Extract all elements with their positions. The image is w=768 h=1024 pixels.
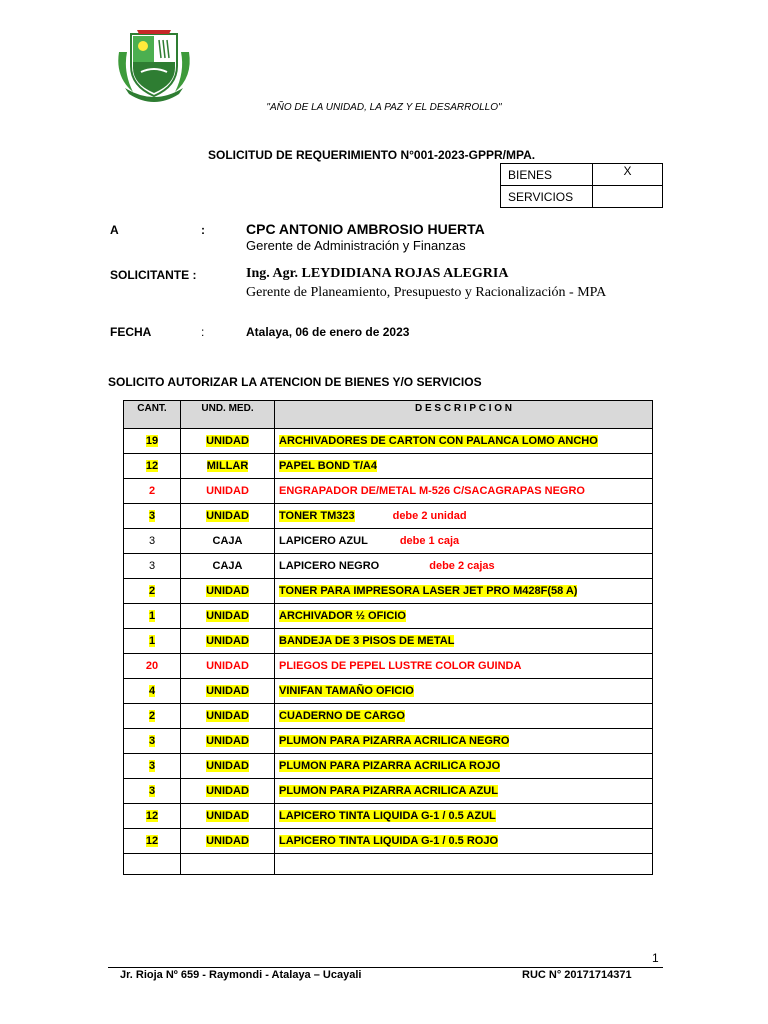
footer-divider [108, 967, 663, 968]
description-cell [275, 729, 653, 754]
item-description: LAPICERO AZUL [279, 535, 368, 547]
item-unit: CAJA [212, 560, 243, 572]
description-cell [275, 804, 653, 829]
unit-cell [181, 729, 275, 754]
item-quantity: 3 [148, 760, 156, 772]
item-description: PLIEGOS DE PEPEL LUSTRE COLOR GUINDA [279, 660, 522, 672]
item-unit: UNIDAD [206, 485, 249, 497]
table-row [124, 704, 653, 729]
item-description: PLUMON PARA PIZARRA ACRILICA NEGRO [279, 735, 510, 747]
item-quantity: 12 [145, 810, 159, 822]
table-row [124, 554, 653, 579]
unit-cell [181, 604, 275, 629]
qty-cell [124, 579, 181, 604]
request-type-table [500, 163, 663, 208]
item-unit: UNIDAD [206, 685, 249, 697]
item-unit: UNIDAD [206, 835, 249, 847]
item-unit: UNIDAD [206, 710, 249, 722]
request-type-row-servicios [501, 186, 663, 208]
item-note: debe 1 caja [399, 535, 460, 547]
empty-cell [124, 854, 181, 875]
unit-cell [181, 629, 275, 654]
description-cell [275, 679, 653, 704]
item-unit: UNIDAD [206, 660, 249, 672]
item-unit: UNIDAD [206, 735, 249, 747]
item-quantity: 4 [148, 685, 156, 697]
document-title: SOLICITUD DE REQUERIMIENTO N°001-2023-GPPR/MPA. [208, 148, 536, 162]
qty-cell [124, 454, 181, 479]
municipal-coat-of-arms-logo [113, 22, 195, 104]
table-row [124, 479, 653, 504]
unit-cell [181, 579, 275, 604]
qty-cell [124, 804, 181, 829]
item-quantity: 20 [145, 660, 159, 672]
item-quantity: 2 [148, 485, 156, 497]
item-unit: UNIDAD [206, 585, 249, 597]
empty-cell [275, 854, 653, 875]
item-quantity: 2 [148, 585, 156, 597]
date-value: Atalaya, 06 de enero de 2023 [246, 325, 410, 339]
footer-address: Jr. Rioja Nº 659 - Raymondi - Atalaya – Ucayali [120, 969, 362, 981]
item-description: LAPICERO NEGRO [279, 560, 380, 572]
item-description: CUADERNO DE CARGO [279, 710, 405, 722]
date-colon: : [201, 325, 205, 339]
requester-label: SOLICITANTE : [110, 268, 197, 282]
table-row [124, 679, 653, 704]
qty-cell [124, 704, 181, 729]
unit-cell [181, 754, 275, 779]
item-note: debe 2 unidad [392, 510, 467, 522]
table-row-empty [124, 854, 653, 875]
item-description: ARCHIVADORES DE CARTON CON PALANCA LOMO ANCHO [279, 435, 598, 447]
request-type-row-bienes [501, 164, 663, 186]
item-description: VINIFAN TAMAÑO OFICIO [279, 685, 414, 697]
item-quantity: 3 [148, 510, 156, 522]
header-description: D E S C R I P C I O N [275, 401, 653, 429]
item-quantity: 1 [148, 635, 156, 647]
unit-cell [181, 504, 275, 529]
table-row [124, 779, 653, 804]
qty-cell [124, 829, 181, 854]
page-number: 1 [652, 951, 659, 965]
table-row [124, 529, 653, 554]
description-cell [275, 454, 653, 479]
item-description: PLUMON PARA PIZARRA ACRILICA AZUL [279, 785, 498, 797]
item-quantity: 12 [145, 835, 159, 847]
description-cell [275, 604, 653, 629]
table-row [124, 504, 653, 529]
item-quantity: 3 [148, 785, 156, 797]
unit-cell [181, 479, 275, 504]
item-quantity: 3 [148, 735, 156, 747]
qty-cell [124, 554, 181, 579]
header-qty: CANT. [124, 401, 181, 429]
item-description: PLUMON PARA PIZARRA ACRILICA ROJO [279, 760, 501, 772]
description-cell [275, 554, 653, 579]
item-description: BANDEJA DE 3 PISOS DE METAL [279, 635, 455, 647]
qty-cell [124, 729, 181, 754]
item-unit: CAJA [212, 535, 243, 547]
item-description: PAPEL BOND T/A4 [279, 460, 377, 472]
table-row [124, 804, 653, 829]
requester-position: Gerente de Planeamiento, Presupuesto y Racionalización - MPA [246, 285, 607, 300]
recipient-name: CPC ANTONIO AMBROSIO HUERTA [246, 221, 485, 237]
item-quantity: 2 [148, 710, 156, 722]
bienes-mark: X [593, 164, 663, 186]
item-quantity: 12 [145, 460, 159, 472]
qty-cell [124, 504, 181, 529]
description-cell [275, 479, 653, 504]
unit-cell [181, 679, 275, 704]
item-description: LAPICERO TINTA LIQUIDA G-1 / 0.5 AZUL [279, 810, 496, 822]
item-description: ENGRAPADOR DE/METAL M-526 C/SACAGRAPAS NEGRO [279, 485, 585, 497]
header-unit: UND. MED. [181, 401, 275, 429]
description-cell [275, 429, 653, 454]
description-cell [275, 629, 653, 654]
item-description: LAPICERO TINTA LIQUIDA G-1 / 0.5 ROJO [279, 835, 499, 847]
table-row [124, 654, 653, 679]
items-table-header [124, 401, 653, 429]
qty-cell [124, 679, 181, 704]
table-row [124, 829, 653, 854]
unit-cell [181, 429, 275, 454]
table-row [124, 629, 653, 654]
item-unit: UNIDAD [206, 635, 249, 647]
table-row [124, 454, 653, 479]
items-table-body [124, 429, 653, 875]
request-statement: SOLICITO AUTORIZAR LA ATENCION DE BIENES Y/O SERVICIOS [108, 375, 482, 389]
qty-cell [124, 654, 181, 679]
table-row [124, 429, 653, 454]
servicios-label: SERVICIOS [501, 186, 593, 208]
item-unit: UNIDAD [206, 810, 249, 822]
qty-cell [124, 779, 181, 804]
table-row [124, 579, 653, 604]
year-motto: "AÑO DE LA UNIDAD, LA PAZ Y EL DESARROLLO" [266, 102, 502, 113]
qty-cell [124, 529, 181, 554]
description-cell [275, 754, 653, 779]
table-row [124, 729, 653, 754]
date-label: FECHA [110, 325, 152, 339]
recipient-position: Gerente de Administración y Finanzas [246, 238, 466, 253]
qty-cell [124, 754, 181, 779]
item-note: debe 2 cajas [429, 560, 495, 572]
item-quantity: 3 [148, 560, 156, 572]
item-description: TONER TM323 [279, 510, 355, 522]
table-row [124, 604, 653, 629]
unit-cell [181, 779, 275, 804]
unit-cell [181, 704, 275, 729]
item-unit: UNIDAD [206, 760, 249, 772]
bienes-label: BIENES [501, 164, 593, 186]
item-unit: UNIDAD [206, 435, 249, 447]
to-label: A [110, 223, 119, 237]
servicios-mark [593, 186, 663, 208]
description-cell [275, 504, 653, 529]
description-cell [275, 704, 653, 729]
requester-name: Ing. Agr. LEYDIDIANA ROJAS ALEGRIA [246, 266, 509, 281]
items-table [123, 400, 653, 875]
qty-cell [124, 429, 181, 454]
unit-cell [181, 804, 275, 829]
item-quantity: 3 [148, 535, 156, 547]
table-row [124, 754, 653, 779]
item-unit: UNIDAD [206, 510, 249, 522]
description-cell [275, 654, 653, 679]
item-quantity: 1 [148, 610, 156, 622]
description-cell [275, 779, 653, 804]
empty-cell [181, 854, 275, 875]
item-unit: UNIDAD [206, 785, 249, 797]
qty-cell [124, 479, 181, 504]
item-description: ARCHIVADOR ½ OFICIO [279, 610, 406, 622]
qty-cell [124, 604, 181, 629]
unit-cell [181, 529, 275, 554]
description-cell [275, 579, 653, 604]
footer-ruc: RUC N° 20171714371 [522, 969, 632, 981]
description-cell [275, 829, 653, 854]
qty-cell [124, 629, 181, 654]
unit-cell [181, 454, 275, 479]
to-colon: : [201, 223, 205, 237]
item-description: TONER PARA IMPRESORA LASER JET PRO M428F(58 A) [279, 585, 578, 597]
unit-cell [181, 829, 275, 854]
item-quantity: 19 [145, 435, 159, 447]
unit-cell [181, 554, 275, 579]
item-unit: MILLAR [206, 460, 249, 472]
description-cell [275, 529, 653, 554]
unit-cell [181, 654, 275, 679]
item-unit: UNIDAD [206, 610, 249, 622]
